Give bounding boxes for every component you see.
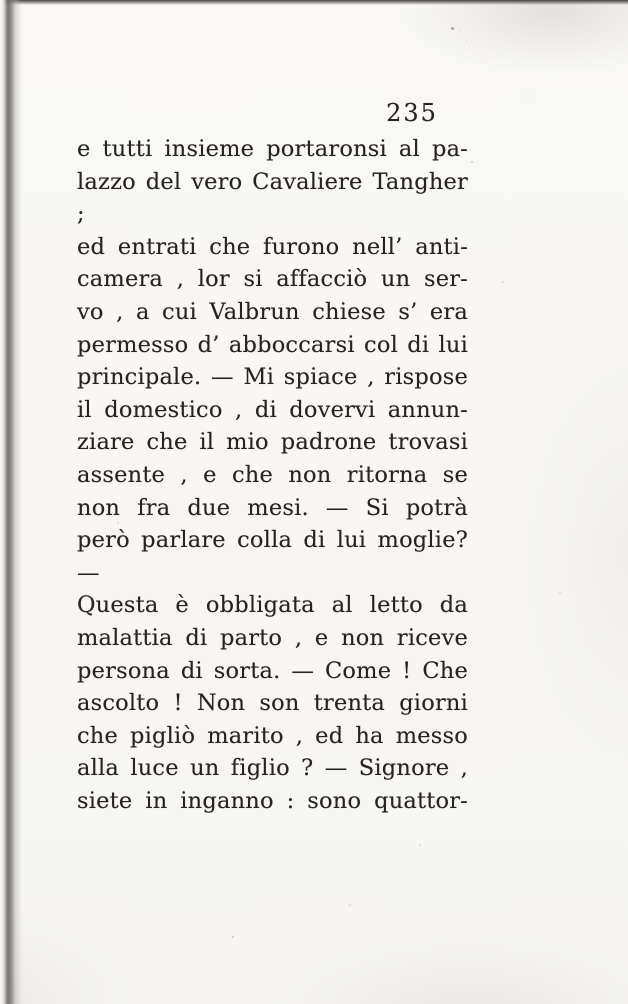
text-line: che pigliò marito , ed ha messo bbox=[77, 722, 468, 749]
text-line: camera , lor si affacciò un ser- bbox=[77, 266, 468, 293]
text-line: e tutti insieme portaronsi al pa- bbox=[77, 136, 468, 162]
text-line: Questa è obbligata al letto da bbox=[77, 592, 468, 619]
text-line: assente , e che non ritorna se bbox=[77, 461, 468, 488]
text-line: permesso d’ abboccarsi col di lui bbox=[77, 331, 468, 358]
text-line: ziare che il mio padrone trovasi bbox=[77, 429, 468, 456]
page-number: 235 bbox=[386, 99, 438, 127]
text-line: vo , a cui Valbrun chiese s’ era bbox=[77, 298, 468, 325]
text-line: malattia di parto , e non riceve bbox=[77, 624, 468, 651]
text-line: ed entrati che furono nell’ anti- bbox=[77, 233, 468, 260]
book-spine-shadow bbox=[0, 0, 22, 1004]
text-line: il domestico , di dovervi annun- bbox=[77, 396, 468, 423]
text-line: ascolto ! Non son trenta giorni bbox=[77, 690, 468, 717]
body-text-block bbox=[77, 133, 468, 817]
text-line: lazzo del vero Cavaliere Tangher ; bbox=[77, 168, 468, 228]
text-line: alla luce un figlio ? — Signore , bbox=[77, 755, 468, 782]
scan-top-edge-shadow bbox=[0, 0, 628, 5]
text-line: però parlare colla di lui moglie?— bbox=[77, 527, 468, 586]
text-line: siete in inganno : sono quattor- bbox=[77, 787, 468, 814]
text-line: principale. — Mi spiace , rispose bbox=[77, 364, 468, 391]
text-line: persona di sorta. — Come ! Che bbox=[77, 657, 468, 684]
text-line: non fra due mesi. — Si potrà bbox=[77, 494, 468, 521]
scan-smudge bbox=[451, 27, 454, 30]
